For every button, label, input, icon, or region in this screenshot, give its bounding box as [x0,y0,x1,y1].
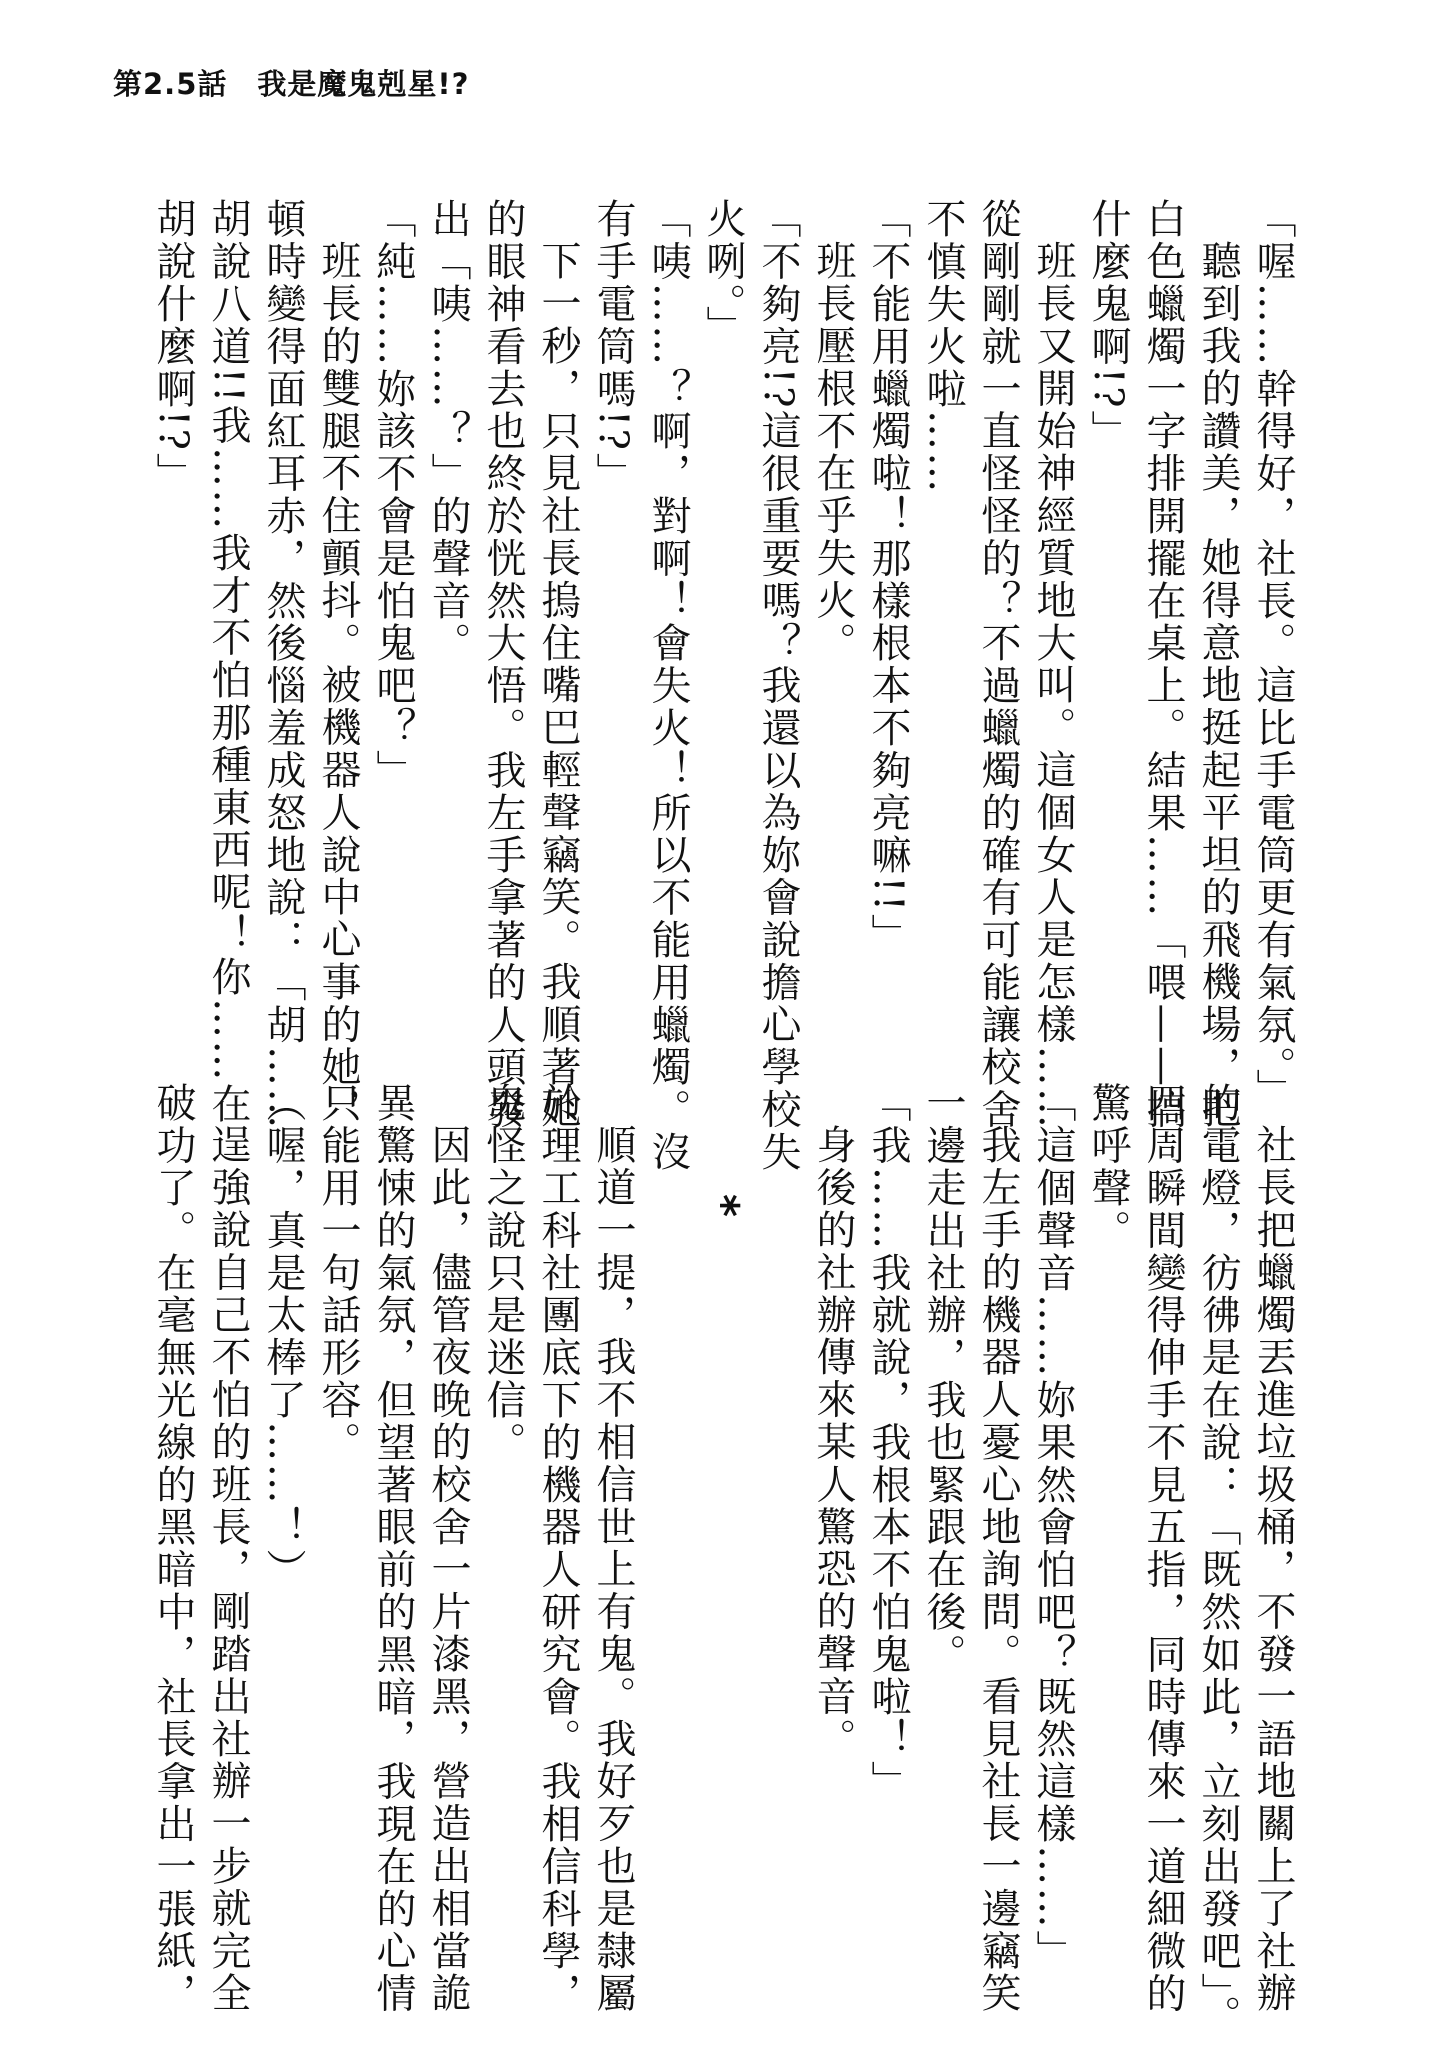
text-column: 「不能用蠟燭啦！那樣根本不夠亮嘛!!」 [865,198,911,956]
chapter-title: 第2.5話 我是魔鬼剋星!? [113,67,470,101]
text-column: 因此，儘管夜晚的校舍一片漆黑，營造出相當詭 [425,1124,471,2015]
text-column: 從剛剛就一直怪怪的？不過蠟燭的確有可能讓校舍 [975,198,1021,1131]
text-column: 出「咦……？」的聲音。 [425,198,471,665]
text-column: 驚呼聲。 [1085,1082,1131,1252]
text-column: 胡說八道!!我……我才不怕那種東西呢！你……在 [205,198,251,1126]
text-column: 什麼鬼啊!?」 [1085,198,1131,453]
text-column: 社長把蠟燭丟進垃圾桶，不發一語地關上了社辦 [1250,1124,1296,2015]
text-column: 破功了。在毫無光線的黑暗中，社長拿出一張紙， [150,1082,196,2015]
text-column: 的電燈，彷彿是在說：「既然如此，立刻出發吧」。 [1195,1082,1241,2038]
text-column: 「咦……？啊，對啊！會失火！所以不能用蠟燭。沒 [645,198,691,1174]
text-column: 我左手的機器人憂心地詢問。看見社長一邊竊笑 [975,1124,1021,2015]
text-column: 班長又開始神經質地大叫。這個女人是怎樣…… [1030,240,1076,1131]
text-column: 一邊走出社辦，我也緊跟在後。 [920,1082,966,1676]
text-column: 下一秒，只見社長摀住嘴巴輕聲竊笑。我順著她 [535,240,581,1131]
text-column: 身後的社辦傳來某人驚恐的聲音。 [810,1124,856,1760]
section-separator-asterisk: * [697,1194,748,1220]
text-column: 「純……妳該不會是怕鬼吧？」 [370,198,416,792]
text-column: 只能用一句話形容。 [315,1082,361,1464]
text-column: 胡說什麼啊!?」 [150,198,196,495]
text-column: 不慎失火啦…… [920,198,966,495]
text-column: 火咧。」 [700,198,746,348]
text-column: 「喔……幹得好，社長。這比手電筒更有氣氛。」 [1250,198,1296,1111]
text-column: 「不夠亮!?這很重要嗎？我還以為妳會說擔心學校失 [755,198,801,1174]
text-column: 有手電筒嗎!?」 [590,198,636,495]
text-column: 鬼怪之說只是迷信。 [480,1082,526,1464]
text-column: 於理工科社團底下的機器人研究會。我相信科學， [535,1082,581,2015]
text-column: 順道一提，我不相信世上有鬼。我好歹也是隸屬 [590,1124,636,2015]
blank-column [640,1082,695,1902]
text-column: 「這個聲音……妳果然會怕吧？既然這樣……」 [1030,1082,1076,1973]
text-column: 班長的雙腿不住顫抖。被機器人說中心事的她， [315,240,361,1131]
text-column: （喔，真是太棒了……！） [260,1082,306,1591]
text-column: 異驚悚的氣氛，但望著眼前的黑暗，我現在的心情 [370,1082,416,2015]
text-column: 班長壓根不在乎失火。 [810,240,856,664]
text-column: 頓時變得面紅耳赤，然後惱羞成怒地說：「胡…… [260,198,306,1131]
text-column: 白色蠟燭一字排開擺在桌上。結果……「喂——搞 [1140,198,1186,1131]
lower-text-block [145,1082,1300,2038]
text-column: 「我……我就說，我根本不怕鬼啦！」 [865,1082,911,1803]
text-column: 四周瞬間變得伸手不見五指，同時傳來一道細微的 [1140,1082,1186,2015]
text-column: 的眼神看去也終於恍然大悟。我左手拿著的人頭發 [480,198,526,1131]
text-column: 逞強說自己不怕的班長，剛踏出社辦一步就完全 [205,1124,251,2015]
blank-column [750,1082,805,1902]
text-column: 聽到我的讚美，她得意地挺起平坦的飛機場，把 [1195,240,1241,1131]
